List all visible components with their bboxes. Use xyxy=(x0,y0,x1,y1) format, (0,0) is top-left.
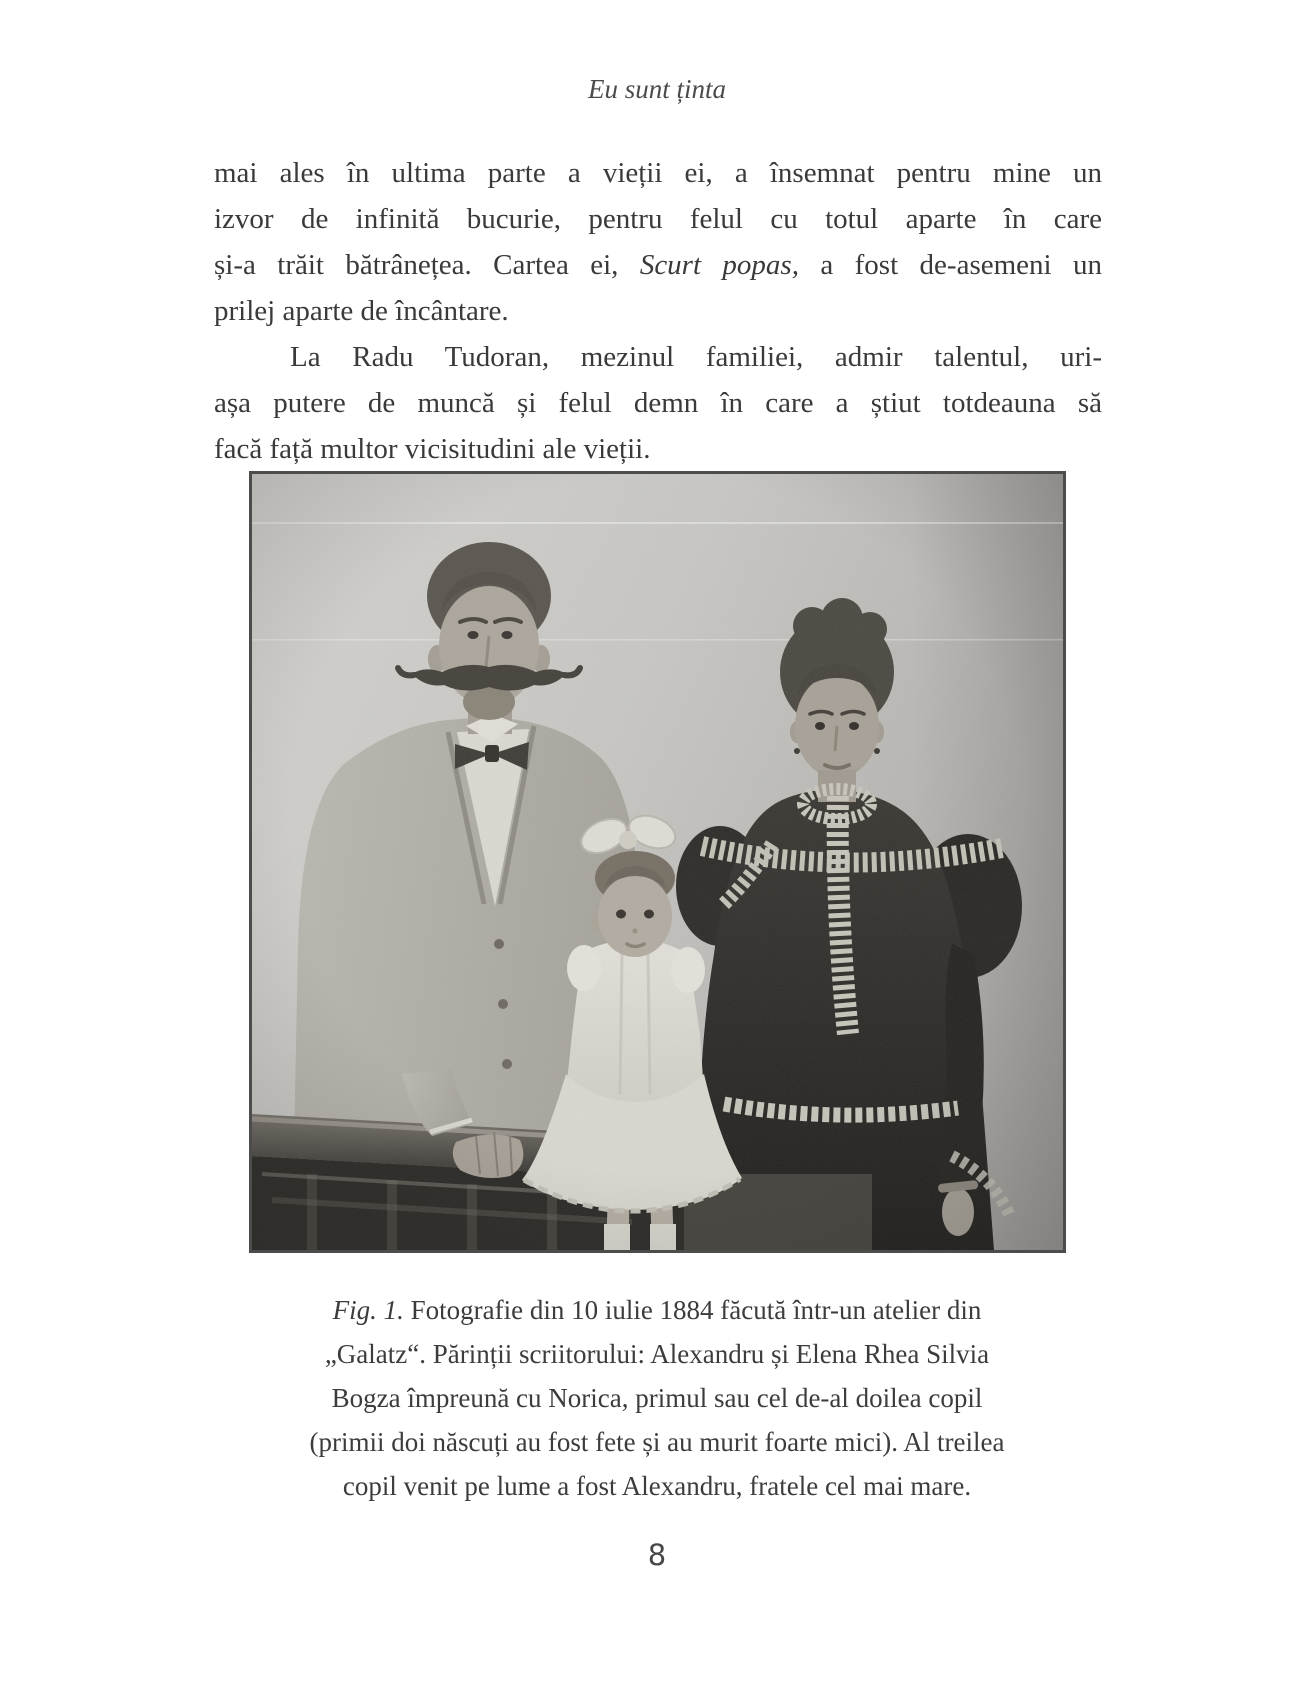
caption-line: copil venit pe lume a fost Alexandru, fratele cel mai mare. xyxy=(342,1471,972,1501)
body-line: facă față multor vicisitudini ale vieții. xyxy=(214,433,651,465)
page-number: 8 xyxy=(647,1538,667,1572)
caption-line: Fig. 1. Fotografie din 10 iulie 1884 făcută într-un atelier din xyxy=(332,1295,982,1325)
italic-book-title: Scurt popas, xyxy=(639,249,799,281)
family-photograph-illustration xyxy=(252,474,1063,1250)
family-photograph xyxy=(249,471,1066,1253)
caption-line: Bogza împreună cu Norica, primul sau cel de-al doilea copil xyxy=(331,1383,983,1413)
paragraph xyxy=(214,334,1102,472)
running-header: Eu sunt ținta xyxy=(587,74,726,104)
figure-caption xyxy=(157,1288,1157,1508)
body-line: mai ales în ultima parte a vieții ei, a însemnat pentru mine un xyxy=(214,157,1102,189)
body-line: prilej aparte de încântare. xyxy=(214,295,509,327)
figure-label: Fig. 1. xyxy=(332,1295,404,1325)
paragraph xyxy=(214,150,1102,334)
caption-line: „Galatz“. Părinții scriitorului: Alexandru și Elena Rhea Silvia xyxy=(324,1339,990,1369)
photo-vignette xyxy=(252,474,1063,1250)
body-line: și-a trăit bătrânețea. Cartea ei, Scurt popas, a fost de-asemeni un xyxy=(214,249,1102,281)
body-line: așa putere de muncă și felul demn în care a știut totdeauna să xyxy=(214,387,1102,419)
body-line: La Radu Tudoran, mezinul familiei, admir talentul, uri- xyxy=(290,341,1102,373)
caption-line: (primii doi născuți au fost fete și au murit foarte mici). Al treilea xyxy=(309,1427,1005,1457)
body-text xyxy=(214,150,1102,472)
body-line: izvor de infinită bucurie, pentru felul cu totul aparte în care xyxy=(214,203,1102,235)
